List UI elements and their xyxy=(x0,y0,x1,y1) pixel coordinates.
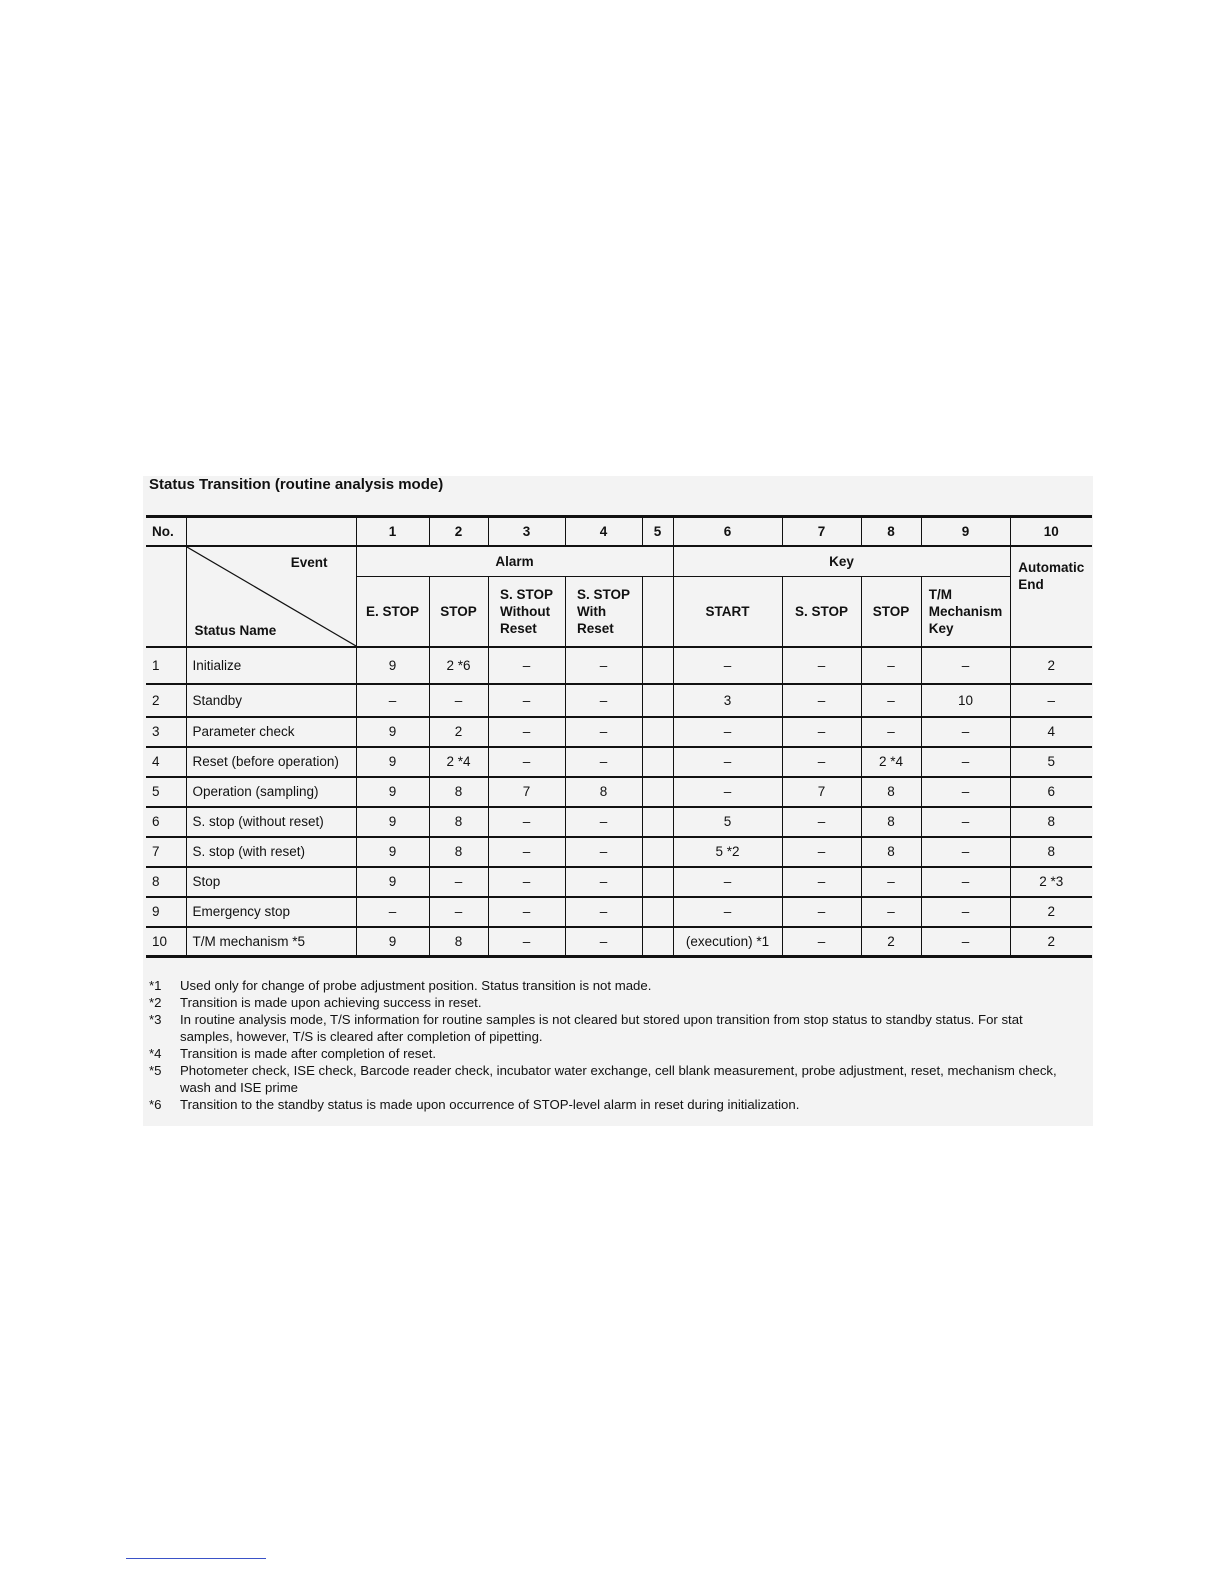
transition-cell: 9 xyxy=(356,717,429,747)
row-number: 6 xyxy=(146,807,186,837)
transition-cell: – xyxy=(565,807,642,837)
transition-cell: 9 xyxy=(356,927,429,957)
transition-cell: – xyxy=(565,837,642,867)
transition-cell: – xyxy=(861,897,921,927)
col-5-blank xyxy=(642,577,673,647)
status-transition-table xyxy=(146,515,1092,958)
status-name: Emergency stop xyxy=(186,897,356,927)
col-header-line: Automatic xyxy=(1018,559,1085,575)
transition-cell: – xyxy=(782,684,861,717)
footnote-text: In routine analysis mode, T/S information for routine samples is not cleared but stored upon transition from stop status to standby status. For stat samples, however, T/S is cleared after completion of pipetting. xyxy=(180,1012,1023,1044)
table-row xyxy=(146,807,1092,837)
row-number: 8 xyxy=(146,867,186,897)
transition-cell: 4 xyxy=(1010,717,1092,747)
transition-cell: – xyxy=(488,684,565,717)
header-no-spacer xyxy=(146,546,186,647)
transition-cell: – xyxy=(782,837,861,867)
col-header-line: Key xyxy=(928,620,954,636)
transition-cell: 9 xyxy=(356,777,429,807)
transition-cell xyxy=(642,684,673,717)
footnote-mark: *6 xyxy=(149,1097,162,1112)
table-row xyxy=(146,927,1092,957)
transition-cell: 8 xyxy=(429,807,488,837)
transition-cell: 2 xyxy=(1010,897,1092,927)
col-number: 7 xyxy=(782,517,861,546)
transition-cell: 8 xyxy=(429,777,488,807)
transition-cell: – xyxy=(921,717,1010,747)
col-header-line: End xyxy=(1018,576,1044,592)
col-number: 5 xyxy=(642,517,673,546)
col-header-lines xyxy=(500,586,553,637)
table-row xyxy=(146,647,1092,684)
status-name: Stop xyxy=(186,867,356,897)
header-blank xyxy=(186,517,356,546)
col-number: 4 xyxy=(565,517,642,546)
footnote-mark: *1 xyxy=(149,978,162,993)
header-no: No. xyxy=(146,517,186,546)
transition-cell xyxy=(642,837,673,867)
col-header-line: With xyxy=(576,603,607,619)
transition-cell: – xyxy=(565,927,642,957)
footnote-mark: *5 xyxy=(149,1063,162,1078)
status-name: S. stop (with reset) xyxy=(186,837,356,867)
row-number: 10 xyxy=(146,927,186,957)
transition-cell: 3 xyxy=(673,684,782,717)
status-name: T/M mechanism *5 xyxy=(186,927,356,957)
status-name: Standby xyxy=(186,684,356,717)
transition-cell xyxy=(642,647,673,684)
transition-cell: – xyxy=(782,717,861,747)
transition-cell: 2 *4 xyxy=(861,747,921,777)
footnote-text: Transition to the standby status is made upon occurrence of STOP-level alarm in reset during initialization. xyxy=(180,1097,800,1112)
transition-cell: 5 xyxy=(1010,747,1092,777)
col-s-stop-without-reset xyxy=(488,577,565,647)
transition-cell: – xyxy=(673,777,782,807)
col-header-lines xyxy=(577,586,630,637)
row-number: 4 xyxy=(146,747,186,777)
transition-cell: – xyxy=(488,747,565,777)
transition-cell: 9 xyxy=(356,867,429,897)
col-header-lines xyxy=(1018,559,1084,593)
transition-cell: – xyxy=(429,867,488,897)
row-number: 5 xyxy=(146,777,186,807)
status-name: Initialize xyxy=(186,647,356,684)
footnote xyxy=(149,994,1079,1011)
transition-cell xyxy=(642,807,673,837)
footnote-text: Transition is made upon achieving success in reset. xyxy=(180,995,482,1010)
col-key-stop: STOP xyxy=(861,577,921,647)
transition-cell: 10 xyxy=(921,684,1010,717)
transition-cell: – xyxy=(356,897,429,927)
col-header-line: Mechanism xyxy=(928,603,1003,619)
transition-cell: 8 xyxy=(861,807,921,837)
col-stop: STOP xyxy=(429,577,488,647)
transition-cell: – xyxy=(356,684,429,717)
transition-cell: 8 xyxy=(429,837,488,867)
col-header-line: Without xyxy=(499,603,551,619)
transition-cell: 2 xyxy=(861,927,921,957)
transition-cell: – xyxy=(565,897,642,927)
transition-cell: – xyxy=(921,867,1010,897)
row-number: 1 xyxy=(146,647,186,684)
footnote xyxy=(149,1096,1079,1113)
transition-cell: – xyxy=(782,867,861,897)
col-header-line: T/M xyxy=(928,586,952,602)
transition-cell: 2 xyxy=(429,717,488,747)
status-name: Parameter check xyxy=(186,717,356,747)
col-number: 3 xyxy=(488,517,565,546)
transition-cell: – xyxy=(861,867,921,897)
table-row xyxy=(146,684,1092,717)
transition-cell: – xyxy=(921,927,1010,957)
page-title: Status Transition (routine analysis mode) xyxy=(149,476,444,493)
transition-cell xyxy=(642,777,673,807)
transition-cell: – xyxy=(488,807,565,837)
col-header-line: Reset xyxy=(576,620,614,636)
footnote xyxy=(149,1062,1079,1096)
col-start: START xyxy=(673,577,782,647)
row-number: 9 xyxy=(146,897,186,927)
row-number: 3 xyxy=(146,717,186,747)
transition-cell: 2 *3 xyxy=(1010,867,1092,897)
status-name: Operation (sampling) xyxy=(186,777,356,807)
transition-cell: 2 *4 xyxy=(429,747,488,777)
col-s-stop-with-reset xyxy=(565,577,642,647)
col-key-s-stop: S. STOP xyxy=(782,577,861,647)
col-number: 9 xyxy=(921,517,1010,546)
col-number: 10 xyxy=(1010,517,1092,546)
table-row xyxy=(146,837,1092,867)
transition-cell: – xyxy=(565,717,642,747)
transition-cell: – xyxy=(921,807,1010,837)
footnote-mark: *4 xyxy=(149,1046,162,1061)
col-header-line: S. STOP xyxy=(499,586,554,602)
col-number: 6 xyxy=(673,517,782,546)
transition-cell: – xyxy=(673,867,782,897)
col-header-line: S. STOP xyxy=(576,586,631,602)
transition-cell: – xyxy=(782,647,861,684)
transition-cell: 2 xyxy=(1010,647,1092,684)
transition-cell: 5 xyxy=(673,807,782,837)
transition-cell: 8 xyxy=(565,777,642,807)
transition-cell: – xyxy=(488,647,565,684)
event-label: Event xyxy=(290,554,328,570)
transition-cell: – xyxy=(782,747,861,777)
transition-cell: – xyxy=(673,647,782,684)
col-number: 1 xyxy=(356,517,429,546)
status-name-label: Status Name xyxy=(194,622,277,638)
transition-cell: – xyxy=(782,807,861,837)
table-row xyxy=(146,747,1092,777)
page-footer-rule xyxy=(126,1558,266,1559)
transition-cell: – xyxy=(488,837,565,867)
status-name: S. stop (without reset) xyxy=(186,807,356,837)
footnote-text: Used only for change of probe adjustment position. Status transition is not made. xyxy=(180,978,652,993)
col-automatic-end xyxy=(1010,546,1092,647)
transition-cell: – xyxy=(488,717,565,747)
col-e-stop: E. STOP xyxy=(356,577,429,647)
transition-cell: – xyxy=(921,747,1010,777)
status-name: Reset (before operation) xyxy=(186,747,356,777)
table-body xyxy=(146,647,1092,957)
transition-cell: 8 xyxy=(861,777,921,807)
transition-cell: 6 xyxy=(1010,777,1092,807)
event-status-diagonal-cell xyxy=(186,546,356,647)
group-key: Key xyxy=(673,546,1010,577)
table-row xyxy=(146,867,1092,897)
transition-cell: 8 xyxy=(1010,807,1092,837)
transition-cell: – xyxy=(565,684,642,717)
footnote-mark: *3 xyxy=(149,1012,162,1027)
transition-cell xyxy=(642,927,673,957)
transition-cell: 9 xyxy=(356,837,429,867)
transition-cell: – xyxy=(488,897,565,927)
transition-cell: 8 xyxy=(861,837,921,867)
transition-cell: 9 xyxy=(356,647,429,684)
footnote-mark: *2 xyxy=(149,995,162,1010)
transition-cell: 9 xyxy=(356,747,429,777)
transition-cell: 8 xyxy=(1010,837,1092,867)
table-row xyxy=(146,777,1092,807)
transition-cell xyxy=(642,747,673,777)
footnote xyxy=(149,1011,1079,1045)
footnote xyxy=(149,977,1079,994)
transition-cell xyxy=(642,867,673,897)
transition-cell: (execution) *1 xyxy=(673,927,782,957)
transition-cell: – xyxy=(565,867,642,897)
transition-cell: – xyxy=(921,837,1010,867)
transition-cell: – xyxy=(488,867,565,897)
transition-cell: 8 xyxy=(429,927,488,957)
footnote-text: Transition is made after completion of reset. xyxy=(180,1046,437,1061)
transition-cell: – xyxy=(861,684,921,717)
transition-cell: – xyxy=(782,897,861,927)
transition-cell: – xyxy=(673,897,782,927)
transition-cell: – xyxy=(565,647,642,684)
transition-cell: – xyxy=(861,647,921,684)
transition-cell: 5 *2 xyxy=(673,837,782,867)
col-number: 2 xyxy=(429,517,488,546)
col-header-lines xyxy=(929,586,1003,637)
transition-cell: – xyxy=(429,684,488,717)
transition-cell: – xyxy=(673,747,782,777)
transition-cell: 9 xyxy=(356,807,429,837)
transition-cell: – xyxy=(921,897,1010,927)
transition-cell: 7 xyxy=(488,777,565,807)
transition-cell: – xyxy=(429,897,488,927)
transition-cell: 7 xyxy=(782,777,861,807)
transition-cell: – xyxy=(1010,684,1092,717)
transition-cell: – xyxy=(673,717,782,747)
transition-cell: 2 xyxy=(1010,927,1092,957)
transition-cell: – xyxy=(861,717,921,747)
transition-cell xyxy=(642,897,673,927)
transition-cell: – xyxy=(565,747,642,777)
transition-cell: – xyxy=(921,777,1010,807)
table-row xyxy=(146,897,1092,927)
footnote-text: Photometer check, ISE check, Barcode reader check, incubator water exchange, cell blank measurement, probe adjustment, reset, mechanism check, wash and ISE prime xyxy=(180,1063,1057,1095)
transition-cell: – xyxy=(488,927,565,957)
group-alarm: Alarm xyxy=(356,546,673,577)
col-tm-mechanism-key xyxy=(921,577,1010,647)
row-number: 2 xyxy=(146,684,186,717)
table-row xyxy=(146,717,1092,747)
transition-cell: – xyxy=(921,647,1010,684)
row-number: 7 xyxy=(146,837,186,867)
transition-cell xyxy=(642,717,673,747)
col-header-line: Reset xyxy=(499,620,537,636)
transition-cell: – xyxy=(782,927,861,957)
transition-cell: 2 *6 xyxy=(429,647,488,684)
col-number: 8 xyxy=(861,517,921,546)
footnote xyxy=(149,1045,1079,1062)
